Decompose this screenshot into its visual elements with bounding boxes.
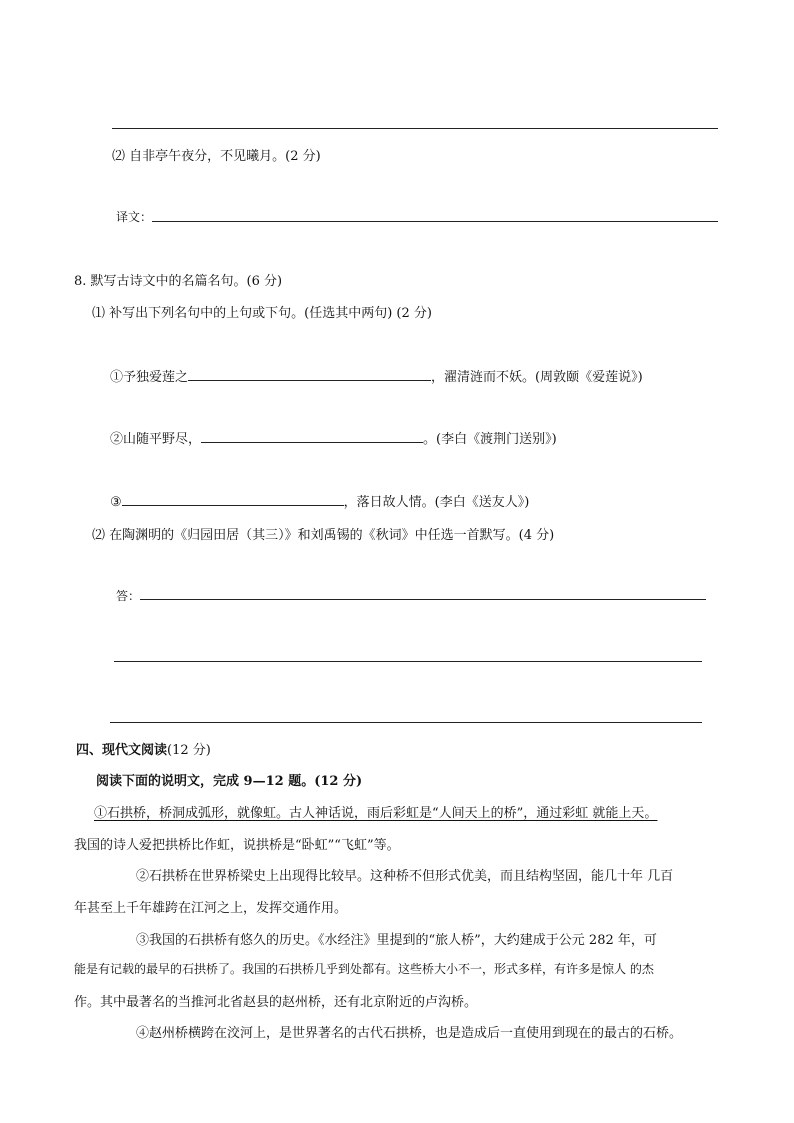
paragraph-2-line-2: 年甚至上千年雄跨在江河之上，发挥交通作用。 [74, 901, 348, 916]
q8-answer-line-2[interactable] [114, 661, 702, 662]
q7-translation-label: 译文： [116, 210, 153, 224]
q8-item2-prefix: ②山随平野尽， [110, 432, 202, 447]
q8-item2-suffix: 。(李白《渡荆门送别》) [423, 432, 557, 447]
q7-part2-text: ⑵ 自非亭午夜分，不见曦月。(2 分) [112, 149, 321, 164]
q8-title: 8. 默写古诗文中的名篇名句。(6 分) [74, 274, 283, 289]
q8-item1-suffix: ，濯清涟而不妖。(周敦颐《爱莲说》) [431, 370, 643, 385]
paragraph-4-line-1: ④赵州桥横跨在洨河上，是世界著名的古代石拱桥，也是造成后一直使用到现在的最古的石桥。 [136, 1026, 683, 1041]
q8-part2-title: ⑵ 在陶渊明的《归园田居（其三）》和刘禹锡的《秋词》中任选一首默写。(4 分) [92, 528, 555, 543]
q8-item3 [110, 491, 529, 510]
q8-item3-suffix: ，落日故人情。(李白《送友人》) [343, 495, 530, 510]
section4-heading [76, 739, 211, 758]
q7-translation-line[interactable] [152, 221, 718, 222]
q8-item1-prefix: ①予独爱莲之 [110, 370, 189, 385]
answer-line-top[interactable] [112, 128, 718, 129]
q8-item2 [110, 428, 557, 447]
section4-heading-score: (12 分) [167, 743, 211, 758]
q8-answer-label: 答： [116, 589, 141, 603]
section4-heading-title: 四、现代文阅读 [76, 743, 168, 758]
q8-item3-prefix: ③ [110, 495, 122, 510]
paragraph-1-line-1: ①石拱桥，桥洞成弧形，就像虹。古人神话说，雨后彩虹是“人间天上的桥”，通过彩虹 就能上天。 [94, 806, 658, 821]
q8-part1-title: ⑴ 补写出下列名句中的上句或下句。(任选其中两句) (2 分) [92, 306, 432, 321]
q8-item1 [110, 366, 643, 385]
q8-answer-line-1[interactable] [140, 599, 706, 600]
q8-item2-blank[interactable] [201, 430, 423, 443]
paragraph-1-line-2: 我国的诗人爱把拱桥比作虹，说拱桥是“卧虹”“飞虹”等。 [74, 838, 400, 853]
paragraph-3-line-3: 作。其中最著名的当推河北省赵县的赵州桥，还有北京附近的卢沟桥。 [74, 995, 478, 1010]
q8-answer-line-3[interactable] [110, 722, 702, 723]
paragraph-2-line-1: ②石拱桥在世界桥梁史上出现得比较早。这种桥不但形式优美，而且结构坚固，能几十年 几百 [136, 869, 674, 884]
reading-instruction: 阅读下面的说明文，完成 9—12 题。(12 分) [96, 774, 363, 789]
q8-item1-blank[interactable] [188, 368, 431, 381]
paragraph-3-line-2: 能是有记载的最早的石拱桥了。我国的石拱桥几乎到处都有。这些桥大小不一，形式多样，有许多是惊人 的杰 [74, 962, 654, 976]
paragraph-3-line-1: ③我国的石拱桥有悠久的历史。《水经注》里提到的“旅人桥”，大约建成于公元 282 年，可 [136, 933, 657, 948]
q8-item3-blank[interactable] [122, 493, 344, 506]
